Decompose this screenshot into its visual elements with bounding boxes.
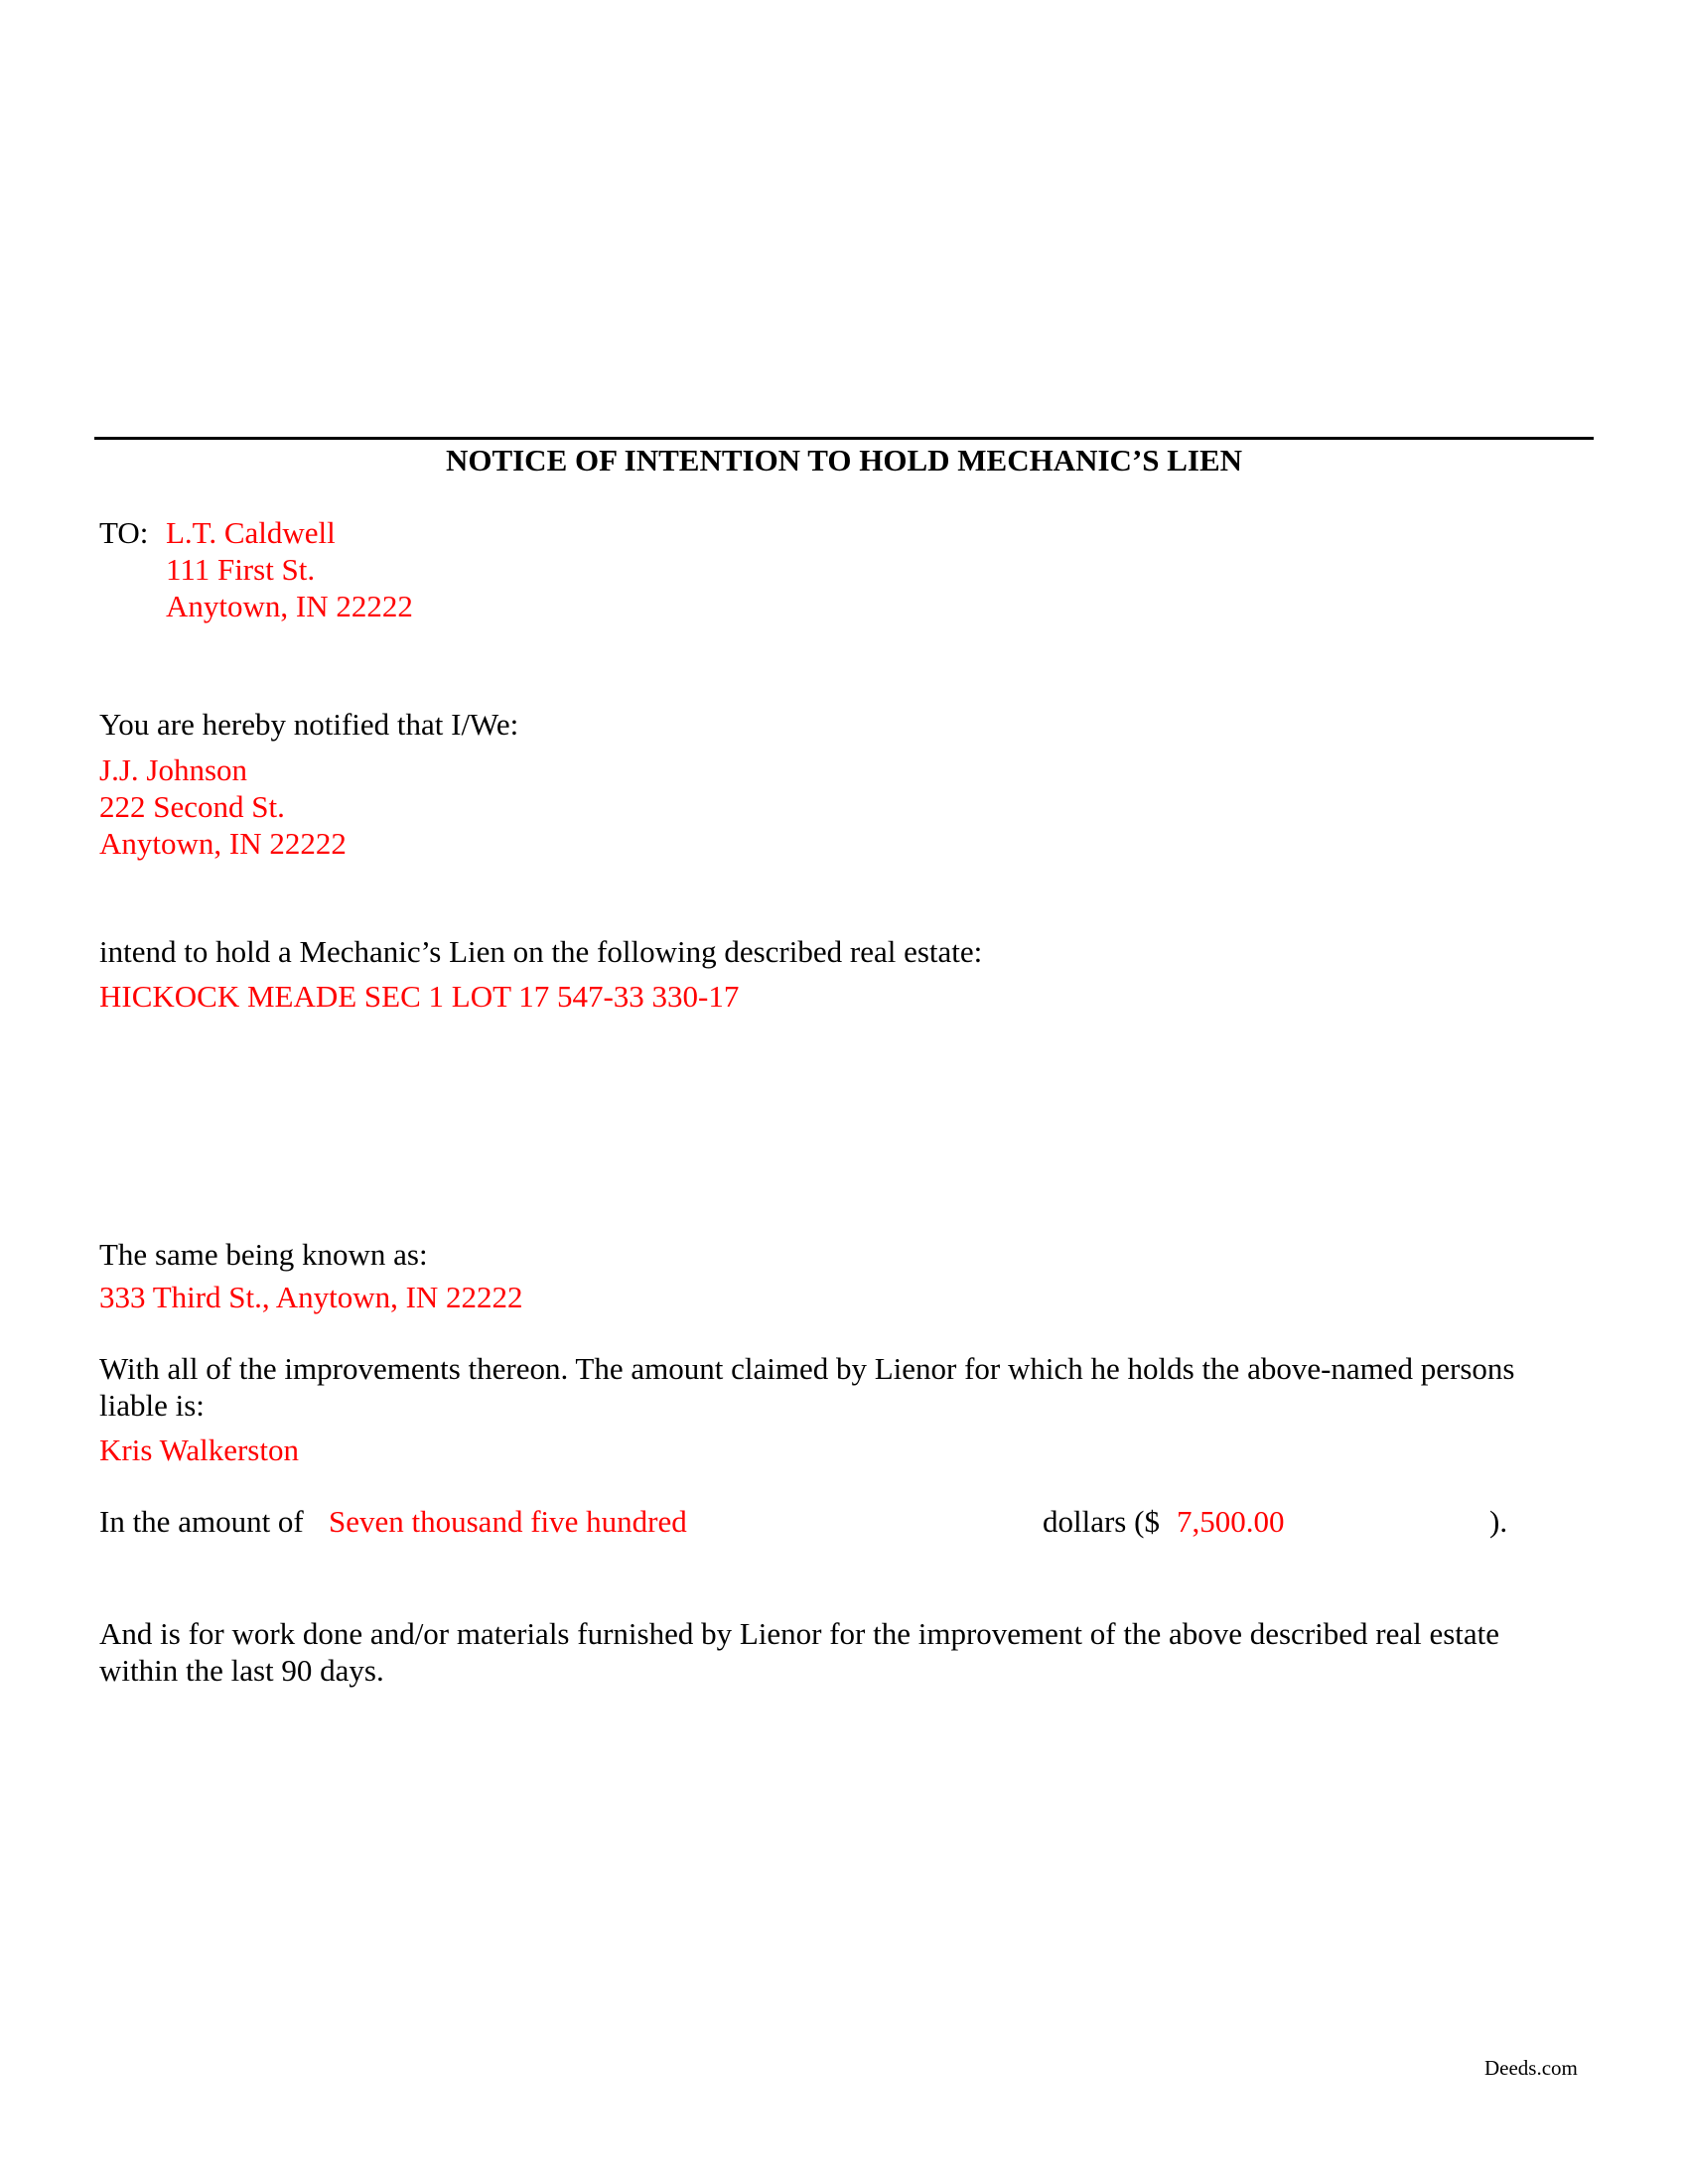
footer-brand: Deeds.com	[1484, 2056, 1578, 2080]
dollars-label: dollars ($	[1043, 1504, 1160, 1539]
improvements-text: With all of the improvements thereon. The amount claimed by Lienor for which he holds the above-named persons liable is:	[99, 1351, 1515, 1423]
amount-numeric: 7,500.00	[1177, 1504, 1285, 1539]
legal-description: HICKOCK MEADE SEC 1 LOT 17 547-33 330-17	[99, 979, 740, 1014]
liable-person: Kris Walkerston	[99, 1433, 299, 1467]
lienor-name: J.J. Johnson	[99, 752, 248, 787]
amount-prefix: In the amount of	[99, 1504, 304, 1539]
property-address: 333 Third St., Anytown, IN 22222	[99, 1280, 523, 1314]
amount-suffix: ).	[1489, 1504, 1508, 1539]
recipient-name: L.T. Caldwell	[166, 515, 336, 550]
amount-words: Seven thousand five hundred	[329, 1504, 687, 1539]
recipient-street: 111 First St.	[166, 552, 316, 587]
work-text: And is for work done and/or materials furnished by Lienor for the improvement of the above described real estate within the last 90 days.	[99, 1616, 1500, 1688]
document-title: NOTICE OF INTENTION TO HOLD MECHANIC’S LIEN	[445, 443, 1243, 478]
lienor-city: Anytown, IN 22222	[99, 826, 347, 861]
notified-label: You are hereby notified that I/We:	[99, 707, 519, 742]
known-as-label: The same being known as:	[99, 1237, 428, 1272]
recipient-city: Anytown, IN 22222	[166, 589, 413, 623]
intend-text: intend to hold a Mechanic’s Lien on the following described real estate:	[99, 934, 983, 969]
to-label: TO:	[99, 515, 149, 550]
lienor-street: 222 Second St.	[99, 789, 285, 824]
header-rule	[94, 437, 1594, 440]
